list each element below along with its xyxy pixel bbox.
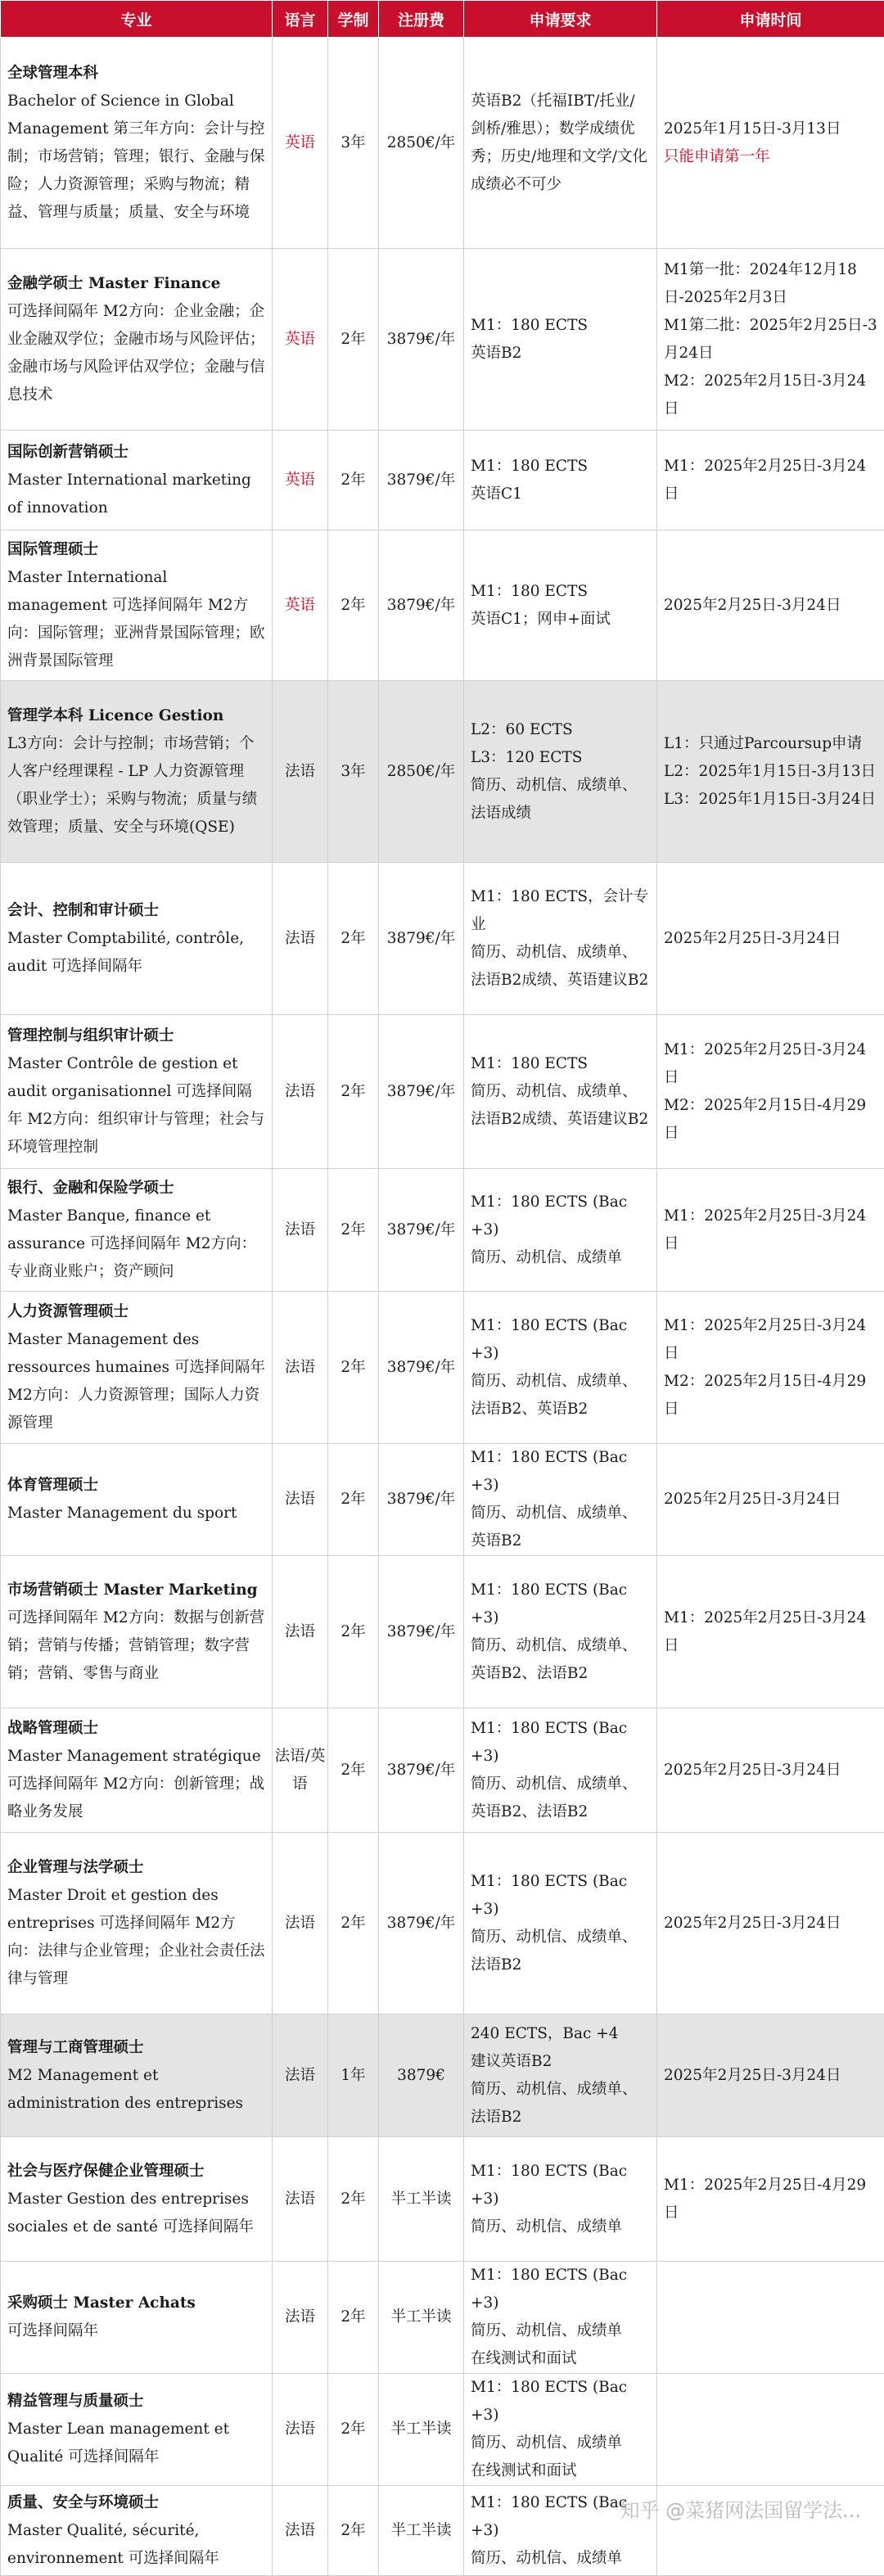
requirement-line: M1：180 ECTS (Bac +3) [471,2489,650,2545]
duration-cell: 2年 [328,1556,379,1708]
fee-cell: 3879€/年 [379,431,464,530]
application-time-cell [657,2014,884,2137]
requirement-line: 简历、动机信、成绩单、法语B2、英语B2 [471,1368,650,1423]
requirements-cell [464,863,657,1015]
requirement-line: M1：180 ECTS (Bac +3) [471,2158,650,2213]
application-time-line: M1：2025年2月25日-3月24日 [664,1312,877,1368]
requirement-line: 简历、动机信、成绩单 [471,2317,650,2345]
header-duration: 学制 [328,1,379,38]
major-title: 会计、控制和审计硕士 [7,897,265,925]
major-cell [1,863,273,1015]
header-language: 语言 [273,1,328,38]
language-cell: 法语 [273,1292,328,1444]
requirements-cell [464,1444,657,1556]
requirement-line: 简历、动机信、成绩单、英语B2、法语B2 [471,1771,650,1826]
major-title: 管理与工商管理硕士 [7,2034,265,2062]
requirements-cell [464,1708,657,1833]
watermark-text: 知乎 @菜猪网法国留学法... [620,2494,861,2523]
major-description: Bachelor of Science in Global Management 第三年方向：会计与控制；市场营销；管理；银行、金融与保险；人力资源管理；采购与物流；精益、管理与质量；质量、安全与环境 [7,88,265,227]
duration-cell: 2年 [328,2137,379,2262]
duration-cell: 2年 [328,1444,379,1556]
requirement-line: M1：180 ECTS (Bac +3) [471,1189,650,1244]
application-note: 只能申请第一年 [664,143,877,171]
application-time-line: M1：2025年2月25日-3月24日 [664,453,877,508]
major-title: 精益管理与质量硕士 [7,2388,265,2416]
requirement-line: 英语C1 [471,480,650,508]
language-cell: 法语/英语 [273,1708,328,1833]
requirement-line: M1：180 ECTS (Bac +3) [471,1715,650,1771]
duration-cell: 2年 [328,2486,379,2576]
language-cell: 法语 [273,2014,328,2137]
major-cell [1,681,273,863]
application-time-line: L1：只通过Parcoursup申请 [664,730,877,758]
major-title: 国际创新营销硕士 [7,439,265,467]
requirements-cell [464,2374,657,2486]
language-cell: 英语 [273,530,328,681]
duration-cell: 2年 [328,431,379,530]
table-row [1,2262,884,2374]
language-cell: 法语 [273,2262,328,2374]
fee-cell: 3879€ [379,2014,464,2137]
requirement-line: 简历、动机信、成绩单、英语B2、法语B2 [471,1632,650,1688]
fee-cell: 3879€/年 [379,1444,464,1556]
requirement-line: 在线测试和面试 [471,2457,650,2485]
table-row [1,249,884,431]
major-title: 采购硕士 Master Achats [7,2290,265,2317]
language-cell: 英语 [273,431,328,530]
requirement-line: 简历、动机信、成绩单、法语B2 [471,2076,650,2132]
requirement-line: M1：180 ECTS (Bac +3) [471,1312,650,1368]
duration-cell: 2年 [328,2374,379,2486]
major-title: 社会与医疗保健企业管理硕士 [7,2158,265,2186]
major-cell [1,2262,273,2374]
major-title: 企业管理与法学硕士 [7,1854,265,1882]
application-time-cell [657,863,884,1015]
major-description: 可选择间隔年 [7,2317,265,2345]
duration-cell: 2年 [328,1015,379,1169]
major-cell [1,1556,273,1708]
requirement-line: M1：180 ECTS (Bac +3) [471,1868,650,1924]
major-description: 可选择间隔年 M2方向：数据与创新营销；营销与传播；营销管理；数字营销；营销、零售与商业 [7,1604,265,1688]
requirements-cell [464,38,657,249]
application-time-line: 2025年2月25日-3月24日 [664,2062,877,2090]
major-cell [1,1015,273,1169]
application-time-line: M1第一批：2024年12月18日-2025年2月3日 [664,256,877,312]
major-title: 管理学本科 Licence Gestion [7,702,265,730]
fee-cell: 半工半读 [379,2374,464,2486]
requirement-line: M1：180 ECTS，会计专业 [471,883,650,939]
table-row [1,1708,884,1833]
major-description: Master International management 可选择间隔年 M2方向：国际管理；亚洲背景国际管理；欧洲背景国际管理 [7,564,265,675]
major-description: Master Management du sport [7,1500,265,1527]
table-row [1,1444,884,1556]
table-row [1,2374,884,2486]
fee-cell: 3879€/年 [379,1556,464,1708]
major-description: Master Management des ressources humaines 可选择间隔年 M2方向：人力资源管理；国际人力资源管理 [7,1326,265,1437]
fee-cell: 3879€/年 [379,1833,464,2014]
requirement-line: M1：180 ECTS (Bac +3) [471,2262,650,2317]
major-title: 全球管理本科 [7,60,265,88]
application-time-cell [657,1292,884,1444]
application-time-line: L3：2025年1月15日-3月24日 [664,786,877,814]
major-description: L3方向：会计与控制；市场营销；个人客户经理课程 - LP 人力资源管理（职业学士）；采购与物流；质量与绩效管理；质量、安全与环境(QSE) [7,730,265,841]
fee-cell: 半工半读 [379,2486,464,2576]
requirement-line: M1：180 ECTS [471,1050,650,1078]
fee-cell: 2850€/年 [379,38,464,249]
application-time-cell [657,38,884,249]
duration-cell: 2年 [328,1169,379,1292]
requirement-line: 简历、动机信、成绩单、法语B2成绩、英语建议B2 [471,1078,650,1134]
requirement-line: 简历、动机信、成绩单 [471,2545,650,2573]
application-time-line: M2：2025年2月15日-4月29日 [664,1368,877,1423]
language-cell: 法语 [273,1169,328,1292]
duration-cell: 3年 [328,681,379,863]
requirements-cell [464,431,657,530]
fee-cell: 3879€/年 [379,1708,464,1833]
language-cell: 法语 [273,863,328,1015]
requirement-line: M1：180 ECTS [471,453,650,480]
requirements-cell [464,2137,657,2262]
language-cell: 英语 [273,249,328,431]
application-time-line: M1：2025年2月25日-4月29日 [664,2172,877,2227]
application-time-cell [657,530,884,681]
application-time-line: 2025年2月25日-3月24日 [664,1757,877,1784]
major-description: Master Lean management et Qualité 可选择间隔年 [7,2416,265,2471]
major-title: 国际管理硕士 [7,536,265,564]
application-time-cell [657,2374,884,2486]
requirement-line: 简历、动机信、成绩单、法语B2成绩、英语建议B2 [471,939,650,995]
requirement-line: 建议英语B2 [471,2048,650,2076]
application-time-cell [657,2262,884,2374]
fee-cell: 3879€/年 [379,1015,464,1169]
language-cell: 法语 [273,1833,328,2014]
requirement-line: 在线测试和面试 [471,2345,650,2373]
language-cell: 法语 [273,1015,328,1169]
table-header-row [1,1,884,38]
language-cell: 法语 [273,681,328,863]
fee-cell: 3879€/年 [379,1169,464,1292]
fee-cell: 3879€/年 [379,863,464,1015]
requirements-cell [464,1169,657,1292]
requirement-line: L3：120 ECTS [471,744,650,772]
requirement-line: 240 ECTS，Bac +4 [471,2020,650,2048]
requirement-line: 简历、动机信、成绩单 [471,2213,650,2241]
major-title: 金融学硕士 Master Finance [7,270,265,298]
language-cell: 法语 [273,1444,328,1556]
table-row [1,1556,884,1708]
requirement-line: 简历、动机信、成绩单、法语成绩 [471,772,650,828]
major-title: 人力资源管理硕士 [7,1298,265,1326]
requirement-line: M1：180 ECTS [471,578,650,606]
major-title: 战略管理硕士 [7,1715,265,1743]
header-requirements: 申请要求 [464,1,657,38]
language-cell: 法语 [273,2374,328,2486]
fee-cell: 3879€/年 [379,1292,464,1444]
major-cell [1,1444,273,1556]
major-cell [1,38,273,249]
header-application-time: 申请时间 [657,1,884,38]
fee-cell: 3879€/年 [379,249,464,431]
duration-cell: 1年 [328,2014,379,2137]
fee-cell: 3879€/年 [379,530,464,681]
application-time-line: M1：2025年2月25日-3月24日 [664,1604,877,1660]
application-time-cell [657,1708,884,1833]
table-row [1,1015,884,1169]
application-time-cell [657,1833,884,2014]
application-time-line: 2025年2月25日-3月24日 [664,592,877,620]
table-row [1,431,884,530]
requirements-cell [464,1292,657,1444]
application-time-line: 2025年1月15日-3月13日 [664,115,877,143]
fee-cell: 2850€/年 [379,681,464,863]
application-time-cell [657,249,884,431]
duration-cell: 2年 [328,1833,379,2014]
requirement-line: M1：180 ECTS (Bac +3) [471,1577,650,1632]
major-description: M2 Management et administration des entreprises [7,2062,265,2118]
requirements-cell [464,530,657,681]
duration-cell: 2年 [328,1292,379,1444]
requirements-cell [464,1556,657,1708]
major-description: 可选择间隔年 M2方向：企业金融；企业金融双学位；金融市场与风险评估；金融市场与风险评估双学位；金融与信息技术 [7,298,265,409]
major-cell [1,249,273,431]
duration-cell: 3年 [328,38,379,249]
application-time-cell [657,1556,884,1708]
major-cell [1,1833,273,2014]
application-time-cell [657,1015,884,1169]
application-time-line: M2：2025年2月15日-4月29日 [664,1092,877,1148]
duration-cell: 2年 [328,249,379,431]
major-title: 质量、安全与环境硕士 [7,2489,265,2517]
table-row [1,681,884,863]
duration-cell: 2年 [328,1708,379,1833]
application-time-cell [657,431,884,530]
table-row [1,1833,884,2014]
application-time-cell [657,2137,884,2262]
application-time-line: M2：2025年2月15日-3月24日 [664,368,877,423]
table-body [1,38,884,2576]
table-row [1,530,884,681]
fee-cell: 半工半读 [379,2137,464,2262]
table-row [1,1169,884,1292]
language-cell: 英语 [273,38,328,249]
language-cell: 法语 [273,1556,328,1708]
duration-cell: 2年 [328,863,379,1015]
application-time-line: M1第二批：2025年2月25日-3月24日 [664,312,877,368]
duration-cell: 2年 [328,530,379,681]
requirement-line: L2：60 ECTS [471,716,650,744]
requirement-line: 简历、动机信、成绩单 [471,2429,650,2457]
table-row [1,863,884,1015]
header-major: 专业 [1,1,273,38]
table-row [1,2137,884,2262]
requirement-line: M1：180 ECTS (Bac +3) [471,1444,650,1500]
major-description: Master International marketing of innovation [7,467,265,522]
requirements-cell [464,681,657,863]
application-time-line: 2025年2月25日-3月24日 [664,1486,877,1514]
major-cell [1,431,273,530]
requirements-cell [464,1015,657,1169]
major-description: Master Contrôle de gestion et audit organisationnel 可选择间隔年 M2方向：组织审计与管理；社会与环境管理控制 [7,1050,265,1162]
requirement-line: M1：180 ECTS [471,312,650,340]
requirement-line: 简历、动机信、成绩单、法语B2 [471,1924,650,1979]
language-cell: 法语 [273,2137,328,2262]
application-time-line: M1：2025年2月25日-3月24日 [664,1036,877,1092]
requirements-cell [464,1833,657,2014]
major-title: 管理控制与组织审计硕士 [7,1022,265,1050]
requirement-line: M1：180 ECTS (Bac +3) [471,2374,650,2429]
major-cell [1,1708,273,1833]
major-description: Master Banque, finance et assurance 可选择间隔年 M2方向：专业商业账户；资产顾问 [7,1202,265,1286]
major-title: 市场营销硕士 Master Marketing [7,1577,265,1604]
fee-cell: 半工半读 [379,2262,464,2374]
requirement-line: 英语B2 [471,340,650,368]
major-cell [1,2137,273,2262]
application-time-line: 2025年2月25日-3月24日 [664,1910,877,1938]
application-time-cell [657,1169,884,1292]
major-cell [1,2014,273,2137]
table-row [1,1292,884,1444]
major-description: Master Droit et gestion des entreprises 可选择间隔年 M2方向：法律与企业管理；企业社会责任法律与管理 [7,1882,265,1993]
application-time-line: L2：2025年1月15日-3月13日 [664,758,877,786]
major-cell [1,2374,273,2486]
requirements-cell [464,249,657,431]
requirement-line: 简历、动机信、成绩单、英语B2 [471,1500,650,1555]
application-time-cell [657,1444,884,1556]
application-time-line: 2025年2月25日-3月24日 [664,925,877,953]
requirement-line: 英语B2（托福IBT/托业/剑桥/雅思）；数学成绩优秀；历史/地理和文学/文化成绩必不可少 [471,88,650,199]
major-description: Master Comptabilité, contrôle, audit 可选择间隔年 [7,925,265,981]
language-cell: 法语 [273,2486,328,2576]
major-cell [1,1292,273,1444]
major-description: Master Qualité, sécurité, environnement 可选择间隔年 [7,2517,265,2573]
requirement-line: 英语C1；网申+面试 [471,606,650,634]
duration-cell: 2年 [328,2262,379,2374]
major-description: Master Gestion des entreprises sociales et de santé 可选择间隔年 [7,2186,265,2241]
application-time-cell [657,681,884,863]
major-description: Master Management stratégique 可选择间隔年 M2方向：创新管理；战略业务发展 [7,1743,265,1826]
major-cell [1,530,273,681]
requirements-cell [464,2014,657,2137]
table-row [1,2014,884,2137]
major-title: 体育管理硕士 [7,1472,265,1500]
table-row [1,38,884,249]
application-time-line: M1：2025年2月25日-3月24日 [664,1202,877,1258]
major-title: 银行、金融和保险学硕士 [7,1175,265,1202]
requirement-line: 简历、动机信、成绩单 [471,1244,650,1272]
major-cell [1,1169,273,1292]
header-fee: 注册费 [379,1,464,38]
requirements-cell [464,2262,657,2374]
